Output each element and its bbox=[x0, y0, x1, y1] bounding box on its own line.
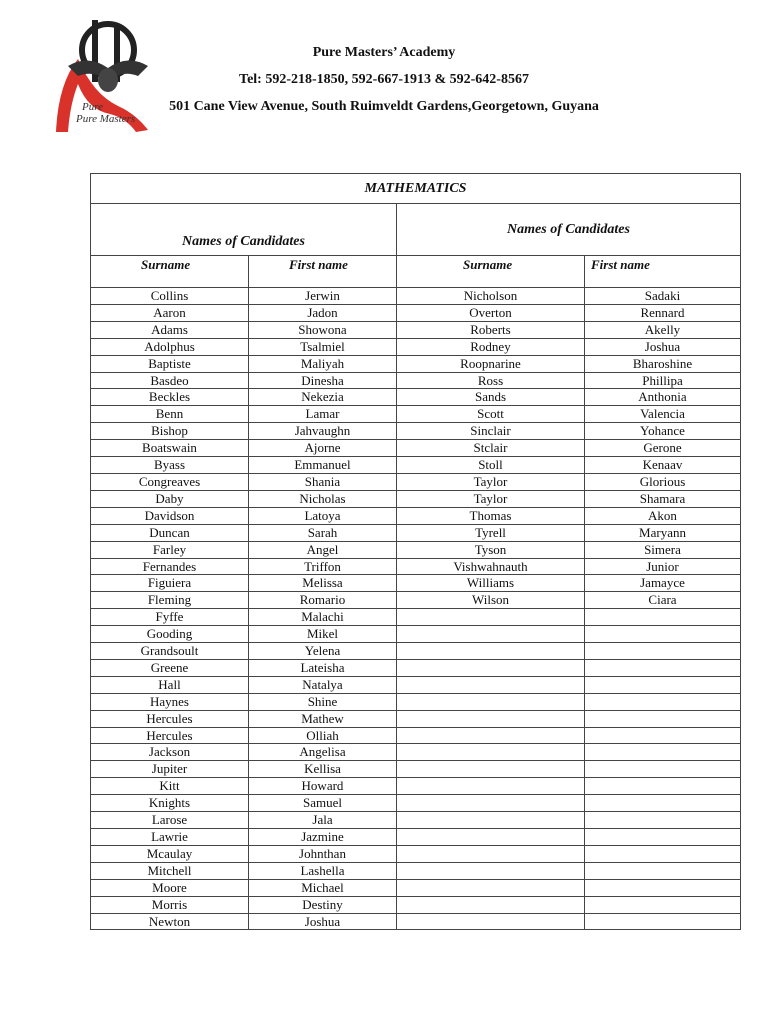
firstname-cell: Jerwin bbox=[249, 288, 397, 305]
firstname-cell: Maryann bbox=[585, 524, 741, 541]
surname-cell: Newton bbox=[91, 913, 249, 930]
surname-cell: Jackson bbox=[91, 744, 249, 761]
firstname-cell: Bharoshine bbox=[585, 355, 741, 372]
telephone-line: Tel: 592-218-1850, 592-667-1913 & 592-642-8567 bbox=[239, 72, 529, 87]
table-row bbox=[91, 862, 741, 879]
surname-cell: Tyson bbox=[397, 541, 585, 558]
firstname-cell: Lamar bbox=[249, 406, 397, 423]
firstname-cell: Dinesha bbox=[249, 372, 397, 389]
surname-cell bbox=[397, 812, 585, 829]
surname-cell: Fernandes bbox=[91, 558, 249, 575]
surname-cell bbox=[397, 727, 585, 744]
firstname-cell: Latoya bbox=[249, 507, 397, 524]
firstname-header-left: First name bbox=[249, 256, 397, 288]
firstname-cell: Jamayce bbox=[585, 575, 741, 592]
surname-header-right: Surname bbox=[397, 256, 585, 288]
firstname-cell: Mikel bbox=[249, 626, 397, 643]
firstname-cell: Akon bbox=[585, 507, 741, 524]
firstname-cell: Johnthan bbox=[249, 845, 397, 862]
surname-cell: Collins bbox=[91, 288, 249, 305]
surname-cell: Thomas bbox=[397, 507, 585, 524]
surname-cell: Williams bbox=[397, 575, 585, 592]
surname-cell bbox=[397, 626, 585, 643]
table-row bbox=[91, 761, 741, 778]
surname-cell: Lawrie bbox=[91, 829, 249, 846]
firstname-cell: Destiny bbox=[249, 896, 397, 913]
table-row bbox=[91, 710, 741, 727]
surname-cell: Beckles bbox=[91, 389, 249, 406]
surname-cell bbox=[397, 710, 585, 727]
firstname-cell: Ciara bbox=[585, 592, 741, 609]
firstname-cell bbox=[585, 761, 741, 778]
firstname-cell bbox=[585, 879, 741, 896]
surname-cell: Knights bbox=[91, 795, 249, 812]
surname-cell: Grandsoult bbox=[91, 643, 249, 660]
firstname-cell: Rennard bbox=[585, 304, 741, 321]
surname-cell: Adams bbox=[91, 321, 249, 338]
surname-cell: Jupiter bbox=[91, 761, 249, 778]
table-row bbox=[91, 609, 741, 626]
firstname-cell: Shamara bbox=[585, 490, 741, 507]
firstname-cell: Lateisha bbox=[249, 659, 397, 676]
surname-cell: Farley bbox=[91, 541, 249, 558]
firstname-cell bbox=[585, 626, 741, 643]
surname-cell: Taylor bbox=[397, 473, 585, 490]
firstname-cell bbox=[585, 913, 741, 930]
surname-cell: Sinclair bbox=[397, 423, 585, 440]
surname-cell: Gooding bbox=[91, 626, 249, 643]
surname-header-left: Surname bbox=[91, 256, 249, 288]
table-row bbox=[91, 727, 741, 744]
surname-cell bbox=[397, 913, 585, 930]
surname-cell: Morris bbox=[91, 896, 249, 913]
surname-cell: Overton bbox=[397, 304, 585, 321]
surname-cell: Vishwahnauth bbox=[397, 558, 585, 575]
surname-cell bbox=[397, 845, 585, 862]
surname-cell bbox=[397, 659, 585, 676]
table-row bbox=[91, 592, 741, 609]
table-row bbox=[91, 659, 741, 676]
surname-cell: Congreaves bbox=[91, 473, 249, 490]
firstname-cell: Natalya bbox=[249, 676, 397, 693]
svg-text:Pure: Pure bbox=[82, 101, 103, 113]
table-row bbox=[91, 913, 741, 930]
table-row bbox=[91, 778, 741, 795]
firstname-cell bbox=[585, 829, 741, 846]
table-row bbox=[91, 507, 741, 524]
firstname-cell: Emmanuel bbox=[249, 457, 397, 474]
names-of-candidates-heading-right: Names of Candidates bbox=[397, 204, 741, 256]
table-row bbox=[91, 457, 741, 474]
firstname-cell bbox=[585, 845, 741, 862]
table-row bbox=[91, 541, 741, 558]
firstname-cell: Junior bbox=[585, 558, 741, 575]
address-line: 501 Cane View Avenue, South Ruimveldt Gardens,Georgetown, Guyana bbox=[169, 99, 599, 114]
firstname-cell: Romario bbox=[249, 592, 397, 609]
firstname-cell: Michael bbox=[249, 879, 397, 896]
firstname-cell: Samuel bbox=[249, 795, 397, 812]
firstname-cell: Nekezia bbox=[249, 389, 397, 406]
table-row bbox=[91, 490, 741, 507]
surname-cell: Byass bbox=[91, 457, 249, 474]
school-name: Pure Masters’ Academy bbox=[312, 45, 456, 60]
firstname-header-right: First name bbox=[585, 256, 741, 288]
firstname-cell: Jala bbox=[249, 812, 397, 829]
firstname-cell bbox=[585, 643, 741, 660]
firstname-cell: Valencia bbox=[585, 406, 741, 423]
table-row bbox=[91, 524, 741, 541]
surname-cell: Daby bbox=[91, 490, 249, 507]
firstname-cell: Howard bbox=[249, 778, 397, 795]
firstname-cell: Kellisa bbox=[249, 761, 397, 778]
surname-cell: Roberts bbox=[397, 321, 585, 338]
firstname-cell: Jazmine bbox=[249, 829, 397, 846]
table-row bbox=[91, 676, 741, 693]
surname-cell bbox=[397, 609, 585, 626]
firstname-cell bbox=[585, 609, 741, 626]
firstname-cell: Shania bbox=[249, 473, 397, 490]
surname-cell: Wilson bbox=[397, 592, 585, 609]
surname-cell bbox=[397, 693, 585, 710]
table-row bbox=[91, 693, 741, 710]
firstname-cell: Kenaav bbox=[585, 457, 741, 474]
firstname-cell: Angelisa bbox=[249, 744, 397, 761]
firstname-cell: Joshua bbox=[585, 338, 741, 355]
firstname-cell: Jadon bbox=[249, 304, 397, 321]
firstname-cell bbox=[585, 676, 741, 693]
surname-cell: Scott bbox=[397, 406, 585, 423]
surname-cell: Ross bbox=[397, 372, 585, 389]
firstname-cell: Sadaki bbox=[585, 288, 741, 305]
surname-cell: Greene bbox=[91, 659, 249, 676]
firstname-cell: Triffon bbox=[249, 558, 397, 575]
surname-cell: Stclair bbox=[397, 440, 585, 457]
firstname-cell: Phillipa bbox=[585, 372, 741, 389]
firstname-cell bbox=[585, 862, 741, 879]
firstname-cell bbox=[585, 795, 741, 812]
table-row bbox=[91, 372, 741, 389]
surname-cell: Larose bbox=[91, 812, 249, 829]
academy-logo bbox=[48, 14, 152, 138]
surname-cell: Basdeo bbox=[91, 372, 249, 389]
names-of-candidates-heading-left: Names of Candidates bbox=[91, 204, 397, 256]
surname-cell: Fyffe bbox=[91, 609, 249, 626]
surname-cell bbox=[397, 761, 585, 778]
firstname-cell bbox=[585, 659, 741, 676]
surname-cell bbox=[397, 862, 585, 879]
firstname-cell: Showona bbox=[249, 321, 397, 338]
surname-cell: Duncan bbox=[91, 524, 249, 541]
firstname-cell: Lashella bbox=[249, 862, 397, 879]
firstname-cell: Glorious bbox=[585, 473, 741, 490]
surname-cell: Benn bbox=[91, 406, 249, 423]
surname-cell bbox=[397, 829, 585, 846]
candidates-table bbox=[90, 173, 741, 930]
firstname-cell bbox=[585, 896, 741, 913]
firstname-cell bbox=[585, 693, 741, 710]
surname-cell bbox=[397, 676, 585, 693]
surname-cell: Sands bbox=[397, 389, 585, 406]
subject-title: MATHEMATICS bbox=[91, 174, 741, 204]
firstname-cell: Melissa bbox=[249, 575, 397, 592]
table-row bbox=[91, 304, 741, 321]
firstname-cell: Tsalmiel bbox=[249, 338, 397, 355]
firstname-cell bbox=[585, 727, 741, 744]
table-row bbox=[91, 389, 741, 406]
surname-cell bbox=[397, 879, 585, 896]
surname-cell bbox=[397, 643, 585, 660]
firstname-cell bbox=[585, 744, 741, 761]
table-row bbox=[91, 338, 741, 355]
firstname-cell: Yelena bbox=[249, 643, 397, 660]
surname-cell: Mitchell bbox=[91, 862, 249, 879]
table-row bbox=[91, 744, 741, 761]
surname-cell bbox=[397, 744, 585, 761]
table-row bbox=[91, 626, 741, 643]
firstname-cell: Simera bbox=[585, 541, 741, 558]
table-row bbox=[91, 423, 741, 440]
surname-cell: Rodney bbox=[397, 338, 585, 355]
table-row bbox=[91, 795, 741, 812]
firstname-cell: Maliyah bbox=[249, 355, 397, 372]
surname-cell: Taylor bbox=[397, 490, 585, 507]
firstname-cell: Gerone bbox=[585, 440, 741, 457]
firstname-cell: Shine bbox=[249, 693, 397, 710]
firstname-cell: Yohance bbox=[585, 423, 741, 440]
firstname-cell: Angel bbox=[249, 541, 397, 558]
surname-cell: Davidson bbox=[91, 507, 249, 524]
table-row bbox=[91, 321, 741, 338]
firstname-cell bbox=[585, 778, 741, 795]
table-row bbox=[91, 879, 741, 896]
table-row bbox=[91, 575, 741, 592]
table-row bbox=[91, 473, 741, 490]
firstname-cell: Ajorne bbox=[249, 440, 397, 457]
surname-cell: Tyrell bbox=[397, 524, 585, 541]
table-row bbox=[91, 558, 741, 575]
surname-cell: Bishop bbox=[91, 423, 249, 440]
surname-cell bbox=[397, 896, 585, 913]
surname-cell: Mcaulay bbox=[91, 845, 249, 862]
surname-cell bbox=[397, 795, 585, 812]
table-row bbox=[91, 440, 741, 457]
surname-cell: Moore bbox=[91, 879, 249, 896]
firstname-cell bbox=[585, 812, 741, 829]
firstname-cell: Joshua bbox=[249, 913, 397, 930]
surname-cell: Boatswain bbox=[91, 440, 249, 457]
surname-cell: Fleming bbox=[91, 592, 249, 609]
surname-cell: Kitt bbox=[91, 778, 249, 795]
surname-cell: Hercules bbox=[91, 710, 249, 727]
firstname-cell: Mathew bbox=[249, 710, 397, 727]
surname-cell: Figuiera bbox=[91, 575, 249, 592]
firstname-cell: Nicholas bbox=[249, 490, 397, 507]
surname-cell: Roopnarine bbox=[397, 355, 585, 372]
table-row bbox=[91, 845, 741, 862]
table-row bbox=[91, 643, 741, 660]
table-row bbox=[91, 896, 741, 913]
table-row bbox=[91, 406, 741, 423]
table-row bbox=[91, 829, 741, 846]
firstname-cell: Malachi bbox=[249, 609, 397, 626]
table-row bbox=[91, 355, 741, 372]
surname-cell: Baptiste bbox=[91, 355, 249, 372]
surname-cell: Aaron bbox=[91, 304, 249, 321]
surname-cell: Stoll bbox=[397, 457, 585, 474]
surname-cell bbox=[397, 778, 585, 795]
surname-cell: Hercules bbox=[91, 727, 249, 744]
firstname-cell: Olliah bbox=[249, 727, 397, 744]
surname-cell: Nicholson bbox=[397, 288, 585, 305]
firstname-cell: Sarah bbox=[249, 524, 397, 541]
surname-cell: Haynes bbox=[91, 693, 249, 710]
table-row bbox=[91, 288, 741, 305]
firstname-cell: Jahvaughn bbox=[249, 423, 397, 440]
firstname-cell bbox=[585, 710, 741, 727]
svg-text:Pure Masters: Pure Masters bbox=[76, 113, 136, 125]
firstname-cell: Anthonia bbox=[585, 389, 741, 406]
firstname-cell: Akelly bbox=[585, 321, 741, 338]
surname-cell: Adolphus bbox=[91, 338, 249, 355]
table-row bbox=[91, 812, 741, 829]
surname-cell: Hall bbox=[91, 676, 249, 693]
